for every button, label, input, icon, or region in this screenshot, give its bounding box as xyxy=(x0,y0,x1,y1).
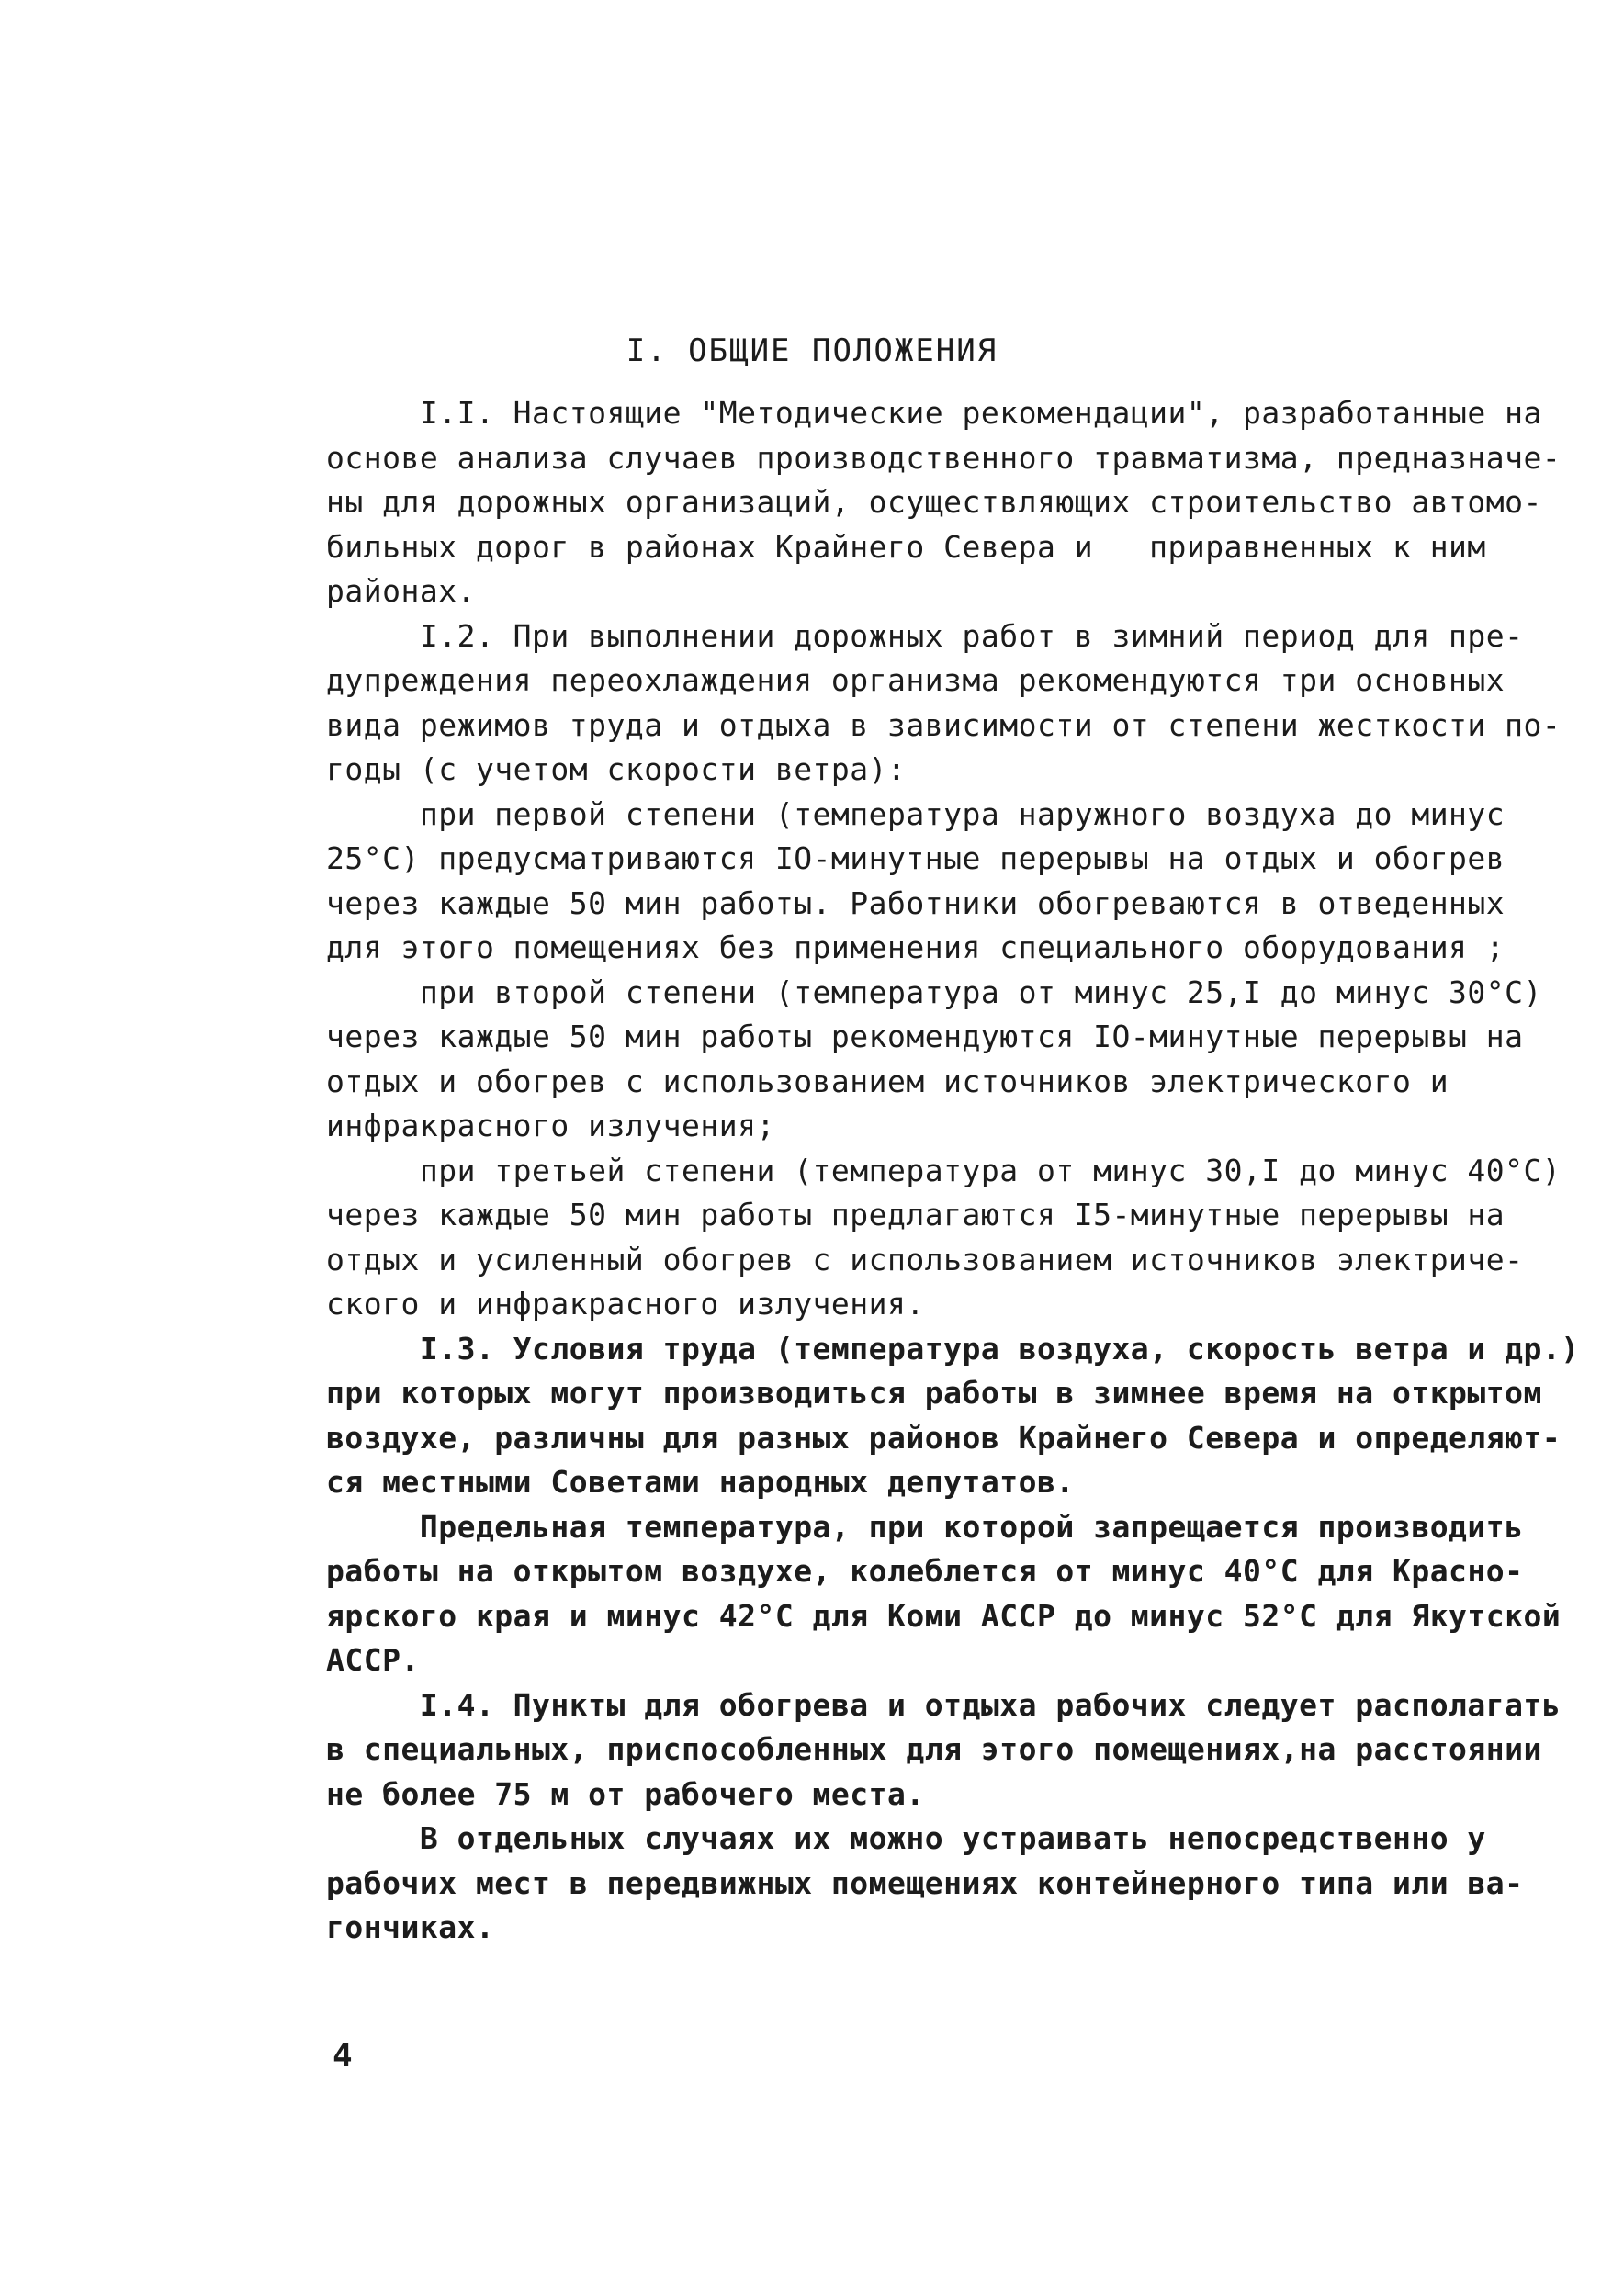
text-line: через каждые 50 мин работы. Работники обогреваются в отведенных xyxy=(326,884,1506,921)
text-line: инфракрасного излучения; xyxy=(326,1108,775,1143)
text-line: при второй степени (температура от минус 25,I до минус 30°С) xyxy=(326,974,1542,1010)
text-line: рабочих мест в передвижных помещениях контейнерного типа или ва- xyxy=(326,1864,1524,1901)
text-line: годы (с учетом скорости ветра): xyxy=(326,751,907,787)
text-line: I.I. Настоящие "Методические рекомендации", разработанные на xyxy=(326,395,1542,431)
text-line: для этого помещениях без применения специального оборудования ; xyxy=(326,929,1506,965)
text-line: I.4. Пункты для обогрева и отдыха рабочих следует располагать xyxy=(326,1686,1562,1723)
text-line: ны для дорожных организаций, осуществляющих строительство автомо- xyxy=(326,484,1542,520)
text-line: ярского края и минус 42°С для Коми АССР до минус 52°С для Якутской xyxy=(326,1597,1562,1634)
text-line: В отдельных случаях их можно устраивать непосредственно у xyxy=(326,1820,1486,1856)
text-line: районах. xyxy=(326,573,476,609)
text-line: через каждые 50 мин работы предлагаются I5-минутные перерывы на xyxy=(326,1197,1506,1232)
text-line: Предельная температура, при которой запрещается производить xyxy=(326,1508,1524,1545)
text-line: не более 75 м от рабочего места. xyxy=(326,1775,925,1812)
text-line: I.3. Условия труда (температура воздуха, скорость ветра и др.) xyxy=(326,1330,1580,1367)
text-line: 25°С) предусматриваются IO-минутные перерывы на отдых и обогрев xyxy=(326,840,1506,876)
text-line: основе анализа случаев производственного травматизма, предназначе- xyxy=(326,439,1562,476)
text-line: при третьей степени (температура от минус 30,I до минус 40°С) xyxy=(326,1152,1562,1188)
page-number: 4 xyxy=(333,2037,353,2075)
text-line: дупреждения переохлаждения организма рекомендуются три основных xyxy=(326,662,1506,698)
text-line: при которых могут производиться работы в зимнее время на открытом xyxy=(326,1375,1542,1411)
text-line: через каждые 50 мин работы рекомендуются IO-минутные перерывы на xyxy=(326,1019,1524,1054)
text-line: при первой степени (температура наружного воздуха до минус xyxy=(326,795,1506,832)
text-line: гончиках. xyxy=(326,1909,495,1945)
text-line: воздухе, различны для разных районов Крайнего Севера и определяют- xyxy=(326,1419,1562,1456)
text-line: в специальных, приспособленных для этого помещениях,на расстоянии xyxy=(326,1731,1542,1767)
text-line: АССР. xyxy=(326,1642,420,1678)
text-line: отдых и обогрев с использованием источников электрического и xyxy=(326,1063,1449,1099)
text-line: ся местными Советами народных депутатов. xyxy=(326,1464,1075,1500)
text-line: I.2. При выполнении дорожных работ в зимний период для пре- xyxy=(326,617,1524,654)
text-line: ского и инфракрасного излучения. xyxy=(326,1286,925,1322)
text-line: вида режимов труда и отдыха в зависимости от степени жесткости по- xyxy=(326,706,1562,743)
body-text xyxy=(326,391,1580,1951)
text-line: бильных дорог в районах Крайнего Севера и приравненных к ним xyxy=(326,528,1486,565)
text-line: отдых и усиленный обогрев с использованием источников электриче- xyxy=(326,1241,1524,1277)
text-line: работы на открытом воздухе, колеблется от минус 40°С для Красно- xyxy=(326,1553,1524,1589)
section-title: I. ОБЩИЕ ПОЛОЖЕНИЯ xyxy=(626,332,998,369)
